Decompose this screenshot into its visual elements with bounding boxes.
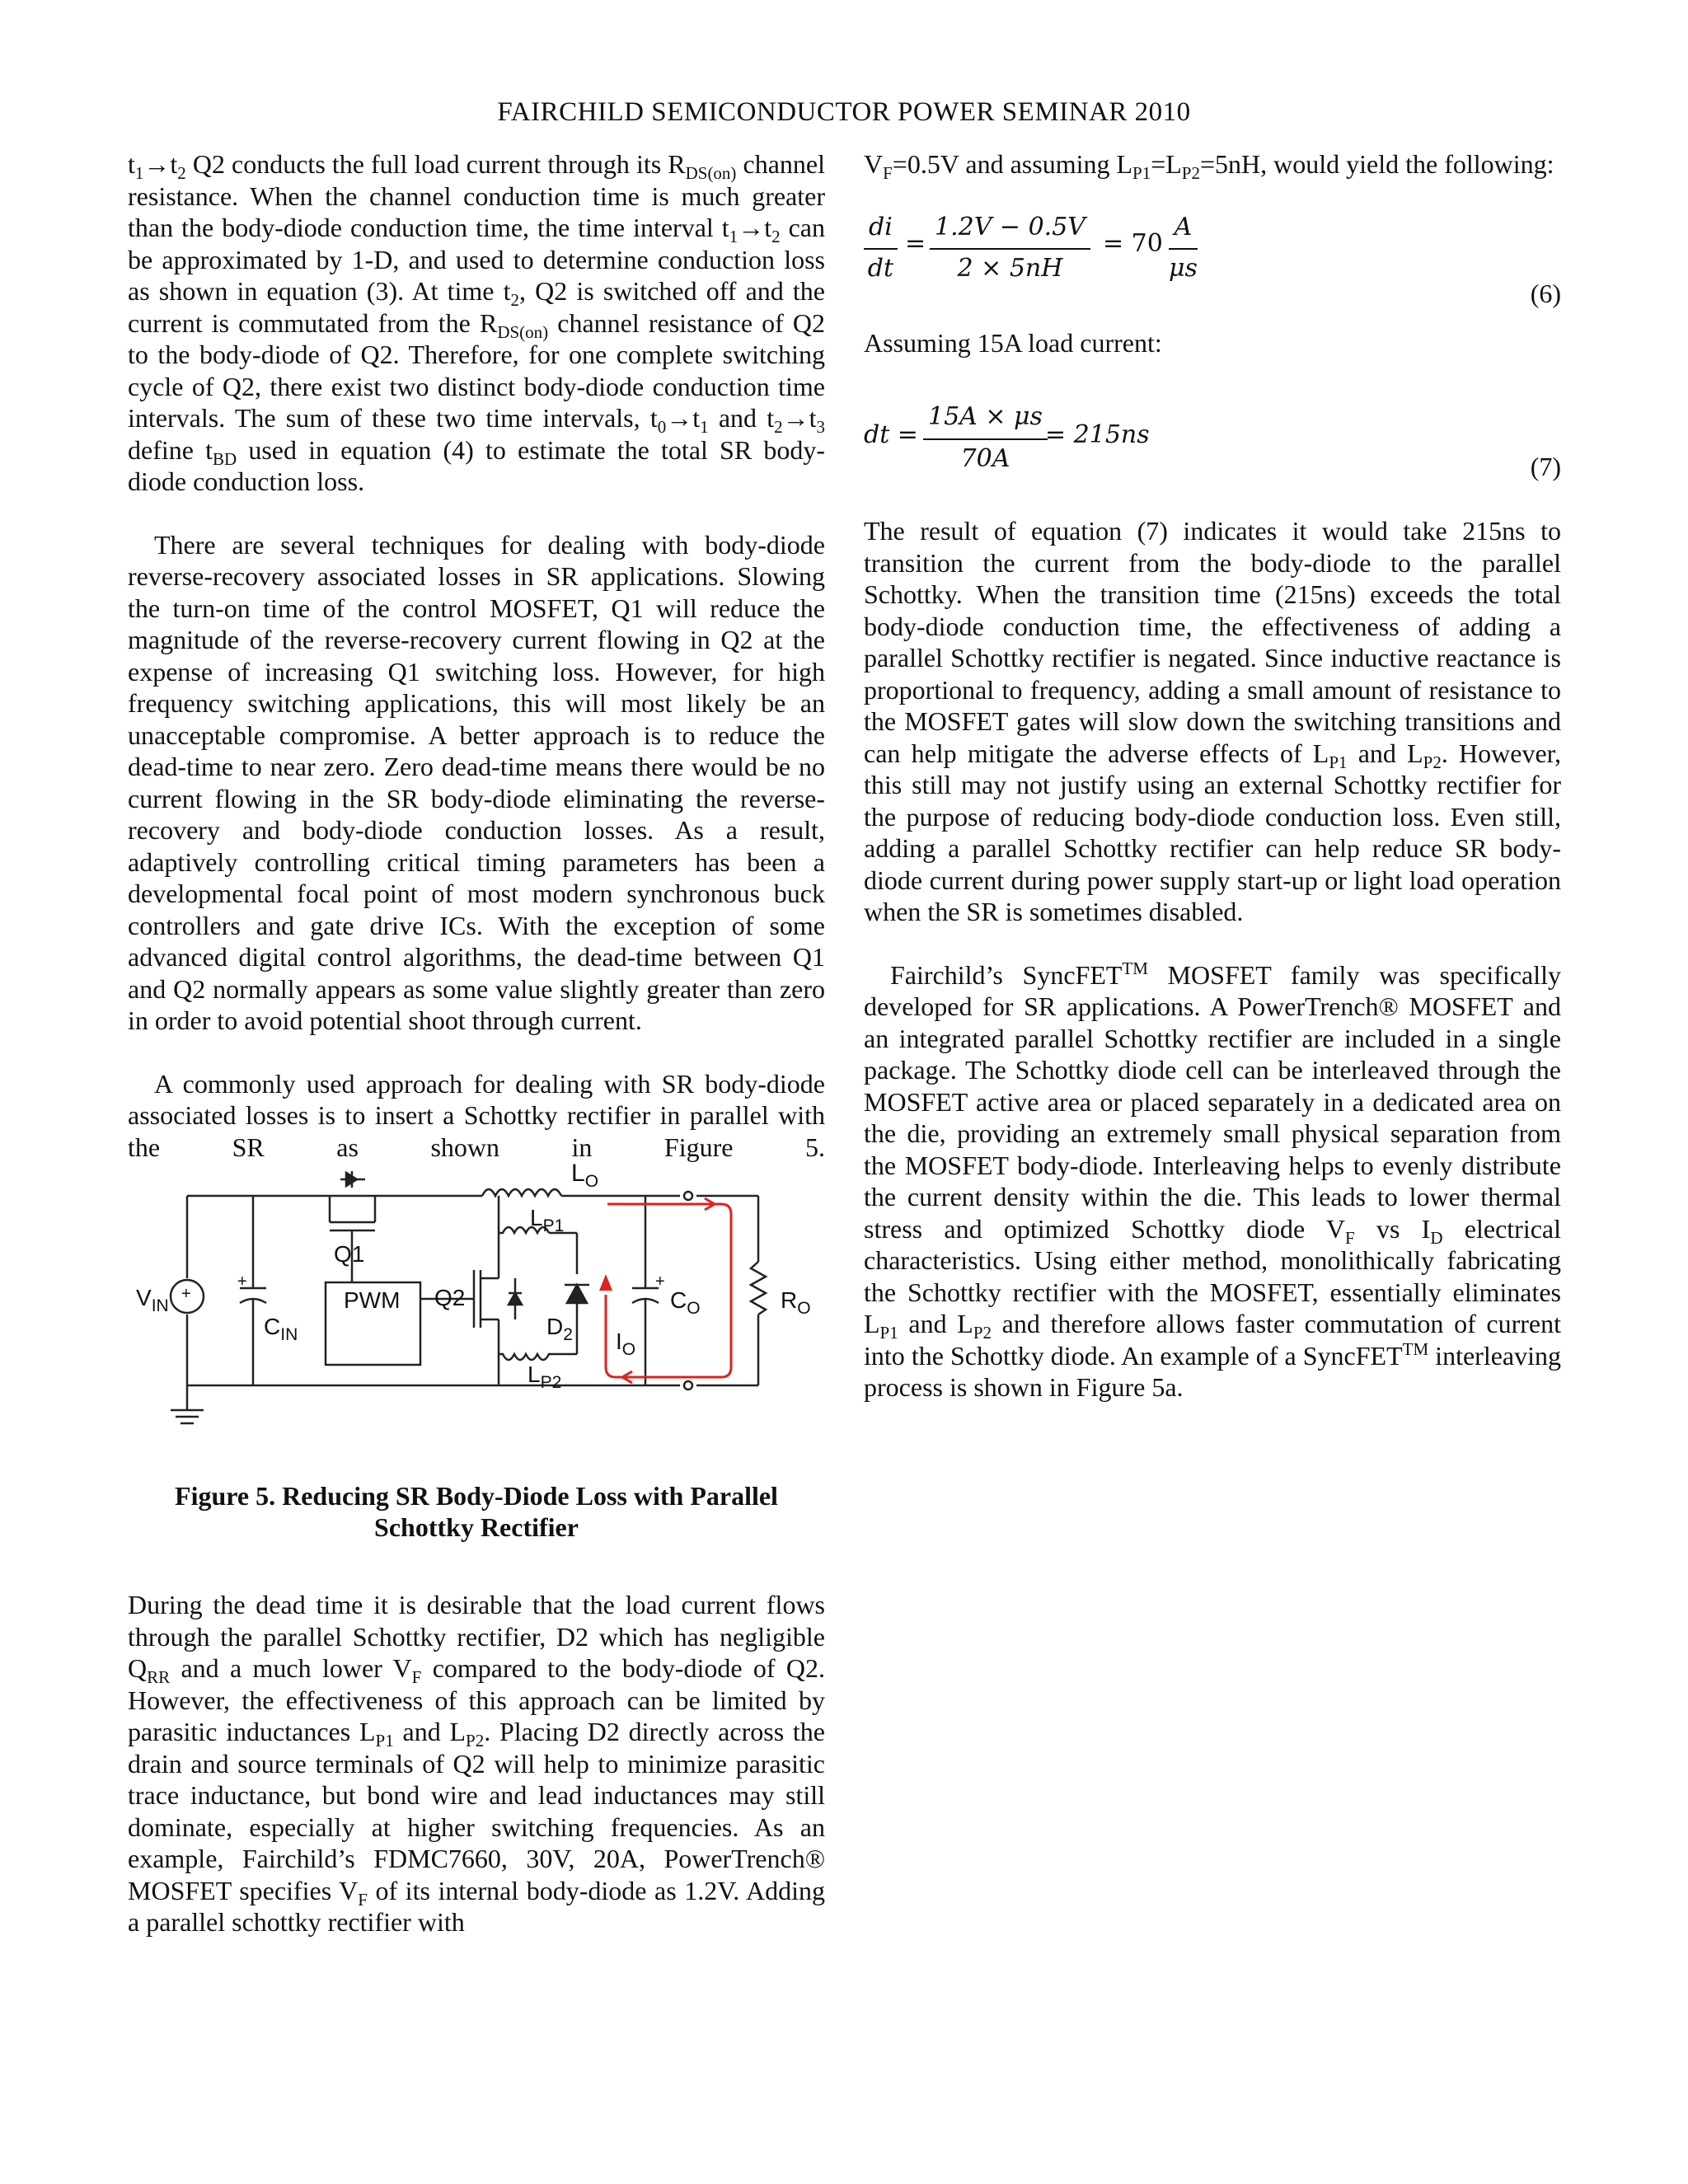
eq6-lhs: $\frac{di}{dt}$ <box>864 212 898 285</box>
circuit-diagram <box>128 1163 825 1464</box>
equation-6 <box>864 212 1561 308</box>
left-column <box>128 148 825 1938</box>
label-io: $I_O$ <box>616 1329 636 1359</box>
page-header: FAIRCHILD SEMICONDUCTOR POWER SEMINAR 2010 <box>497 97 1191 127</box>
label-vin-plus: + <box>181 1285 191 1303</box>
eq6-result: = 70 <box>1103 228 1163 258</box>
eq6-equals: = <box>905 228 926 258</box>
label-pwm: PWM <box>344 1287 401 1313</box>
paragraph-reverse-recovery: There are several techniques for dealing with body-diode reverse-recovery associated losses in SR applications. Slowing the turn-on time of the control MOSFET, Q1 will reduce the magnitude of the reverse-recovery current flowing in Q2 at the expense of increasing Q1 switching loss. However, for high frequency switching applications, this will most likely be an unacceptable compromise. A better approach is to reduce the dead-time to near zero. Zero dead-time means there would be no current flowing in the SR body-diode eliminating the reverse-recovery and body-diode conduction losses. As a result, adaptively controlling critical timing parameters has been a developmental focal point of most modern synchronous buck controllers and gate drive ICs. With the exception of some advanced digital control algorithms, the dead-time between Q1 and Q2 normally appears as some value slightly greater than zero in order to avoid potential shoot through current. <box>128 529 825 1035</box>
paragraph-load-current: Assuming 15A load current: <box>864 327 1162 358</box>
label-ro: $R_O$ <box>781 1287 811 1318</box>
label-cin-plus: + <box>237 1272 247 1291</box>
label-q1: Q1 <box>334 1241 365 1267</box>
eq7-fraction: $\frac{15A \times \mu s}{70A}$ <box>923 401 1048 475</box>
label-q2: Q2 <box>434 1285 466 1310</box>
paragraph-vf-assumption: $V_F=0.5V$ and assuming $L_{P1}=L_{P2}=5nH$, would yield the following: <box>864 149 1554 183</box>
paragraph-dead-time: During the dead time it is desirable that the load current flows through the parallel Schottky rectifier, D2 which has negligible $Q_{RR}$ and a much lower $V_F$ compared to the body-diode of Q2. However, the effectiveness of this approach can be limited by parasitic inductances $L_{P1}$ and $L_{P2}$. Placing D2 directly across the drain and source terminals of Q2 will help to minimize parasitic trace inductance, but bond wire and lead inductances may still dominate, especially at higher switching frequencies. As an example, Fairchild’s FDMC7660, 30V, 20A, PowerTrench® MOSFET specifies $V_F$ of its internal body-diode as 1.2V. Adding a parallel schottky rectifier with <box>128 1590 826 1937</box>
paragraph-conduction-intervals: $t_1\to t_2$ Q2 conducts the full load current through its $R_{DS(on)}$ channel resistance. When the channel conduction time is much greater than the body-diode conduction time, the time interval $t_1\to t_2$ can be approximated by 1-D, and used to determine conduction loss as shown in equation (3). At time $t_2$, Q2 is switched off and the current is commutated from the $R_{DS(on)}$ channel resistance of Q2 to the body-diode of Q2. Therefore, for one complete switching cycle of Q2, there exist two distinct body-diode conduction time intervals. The sum of these two time intervals, $t_0\to t_1$ and $t_2\to t_3$ define $t_{BD}$ used in equation (4) to estimate the total SR body-diode conduction loss. <box>128 149 826 496</box>
label-co: $C_O$ <box>670 1287 701 1318</box>
eq7-rhs: = 215ns <box>1045 420 1150 449</box>
paragraph-equation-7-result: The result of equation (7) indicates it would take 215ns to transition the current from the body-diode to the parallel Schottky. When the transition time (215ns) exceeds the total body-diode conduction time, the effectiveness of adding a parallel Schottky rectifier is negated. Since inductive reactance is proportional to frequency, adding a small amount of resistance to the MOSFET gates will slow down the switching transitions and can help mitigate the adverse effects of $L_{P1}$ and $L_{P2}$. However, this still may not justify using an external Schottky rectifier for the purpose of reducing body-diode conduction loss. Even still, adding a parallel Schottky rectifier can help reduce SR body-diode current during power supply start-up or light load operation when the SR is sometimes disabled. <box>864 516 1562 926</box>
right-column <box>864 148 1561 1404</box>
eq6-number: (6) <box>1530 278 1561 308</box>
eq7-number: (7) <box>1530 452 1561 481</box>
paragraph-schottky-approach: A commonly used approach for dealing with SR body-diode associated losses is to insert a Schottky rectifier in parallel with the SR as shown in Figure 5. <box>128 1068 825 1162</box>
label-cin: $C_{IN}$ <box>264 1314 298 1344</box>
eq6-middle: $\frac{1.2V - 0.5V}{2 \times 5nH}$ <box>930 212 1090 285</box>
label-vin: $V_{IN}$ <box>136 1285 169 1315</box>
label-d2: $D_2$ <box>546 1314 573 1344</box>
eq6-unit: $\frac{A}{\mu s}$ <box>1169 212 1198 283</box>
eq7-lhs: dt = <box>864 420 918 449</box>
label-co-plus: + <box>655 1272 665 1291</box>
label-lp1: $L_{P1}$ <box>530 1205 565 1235</box>
figure-5-caption: Figure 5. Reducing SR Body-Diode Loss with Parallel Schottky Rectifier <box>175 1481 778 1542</box>
figure-5 <box>128 1160 825 1464</box>
paragraph-syncfet: Fairchild’s SyncFET™ MOSFET family was specifically developed for SR applications. A PowerTrench® MOSFET and an integrated parallel Schottky rectifier are included in a single package. The Schottky diode cell can be interleaved through the MOSFET active area or placed separately in a dedicated area on the die, providing an extremely small physical separation from the MOSFET body-diode. Interleaving helps to evenly distribute the current density within the die. This leads to lower thermal stress and optimized Schottky diode $V_F$ vs $I_D$ electrical characteristics. Using either method, monolithically fabricating the Schottky rectifier with the MOSFET, essentially eliminates $L_{P1}$ and $L_{P2}$ and therefore allows faster commutation of current into the Schottky diode. An example of a SyncFET™ interleaving process is shown in Figure 5a. <box>864 958 1562 1402</box>
equation-7 <box>864 401 1561 509</box>
label-lo: $L_O$ <box>571 1160 599 1191</box>
label-lp2: $L_{P2}$ <box>528 1361 562 1392</box>
